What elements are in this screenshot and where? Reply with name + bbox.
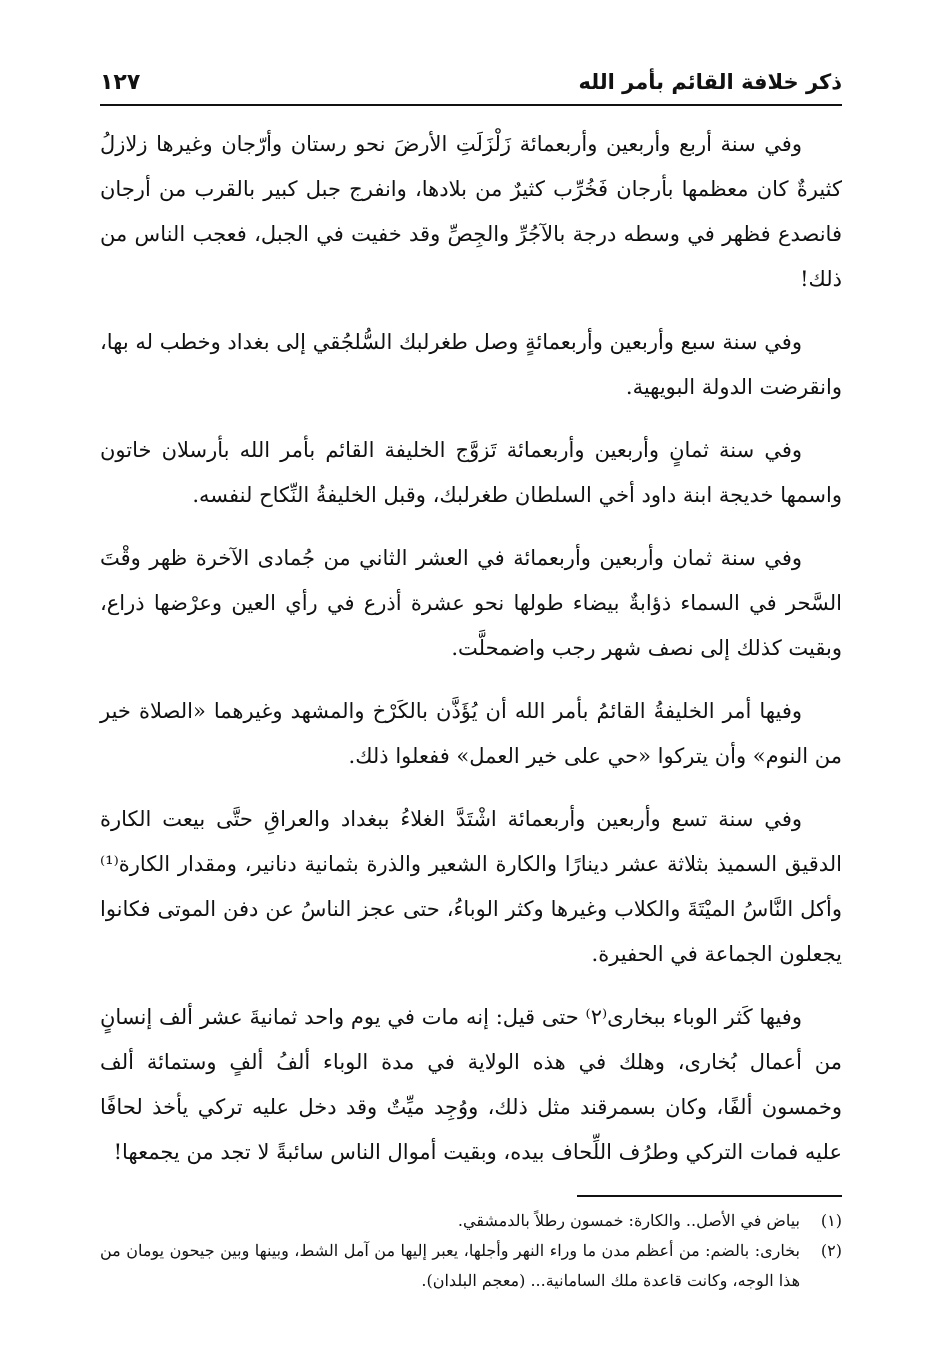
page-number: ١٢٧ — [100, 69, 141, 95]
footnote-item — [100, 1206, 842, 1236]
paragraph: وفيها أمر الخليفةُ القائمُ بأمر الله أن يُؤَذَّن بالكَرْخ والمشهد وغيرهما «الصلاة خير من النوم» وأن يتركوا «حي على خير العمل» ففعلوا ذلك. — [100, 699, 842, 768]
paragraph: وفي سنة ثمان وأربعين وأربعمائة في العشر الثاني من جُمادى الآخرة ظهر وقْتَ السَّحر في السماء ذؤابةٌ بيضاء طولها نحو عشرة أذرع في رأي العين وعرْضها ذراع، وبقيت كذلك إلى نصف شهر رجب واضمحلَّت. — [100, 546, 842, 660]
footnote-text: بياض في الأصل.. والكارة: خمسون رطلاً بالدمشقي. — [457, 1211, 800, 1230]
footnote-marker: (٢) — [820, 1241, 842, 1260]
running-title: ذكر خلافة القائم بأمر الله — [578, 70, 842, 94]
main-text — [100, 122, 842, 1175]
paragraph: وفي سنة سبع وأربعين وأربعمائةٍ وصل طغرلبك السُّلجُقي إلى بغداد وخطب له بها، وانقرضت الدولة البويهية. — [100, 330, 842, 399]
page-header — [100, 62, 842, 102]
footnotes — [100, 1206, 842, 1296]
paragraph: وفيها كَثر الوباء ببخارى⁽٢⁾ حتى قيل: إنه مات في يوم واحد ثمانيةَ عشر ألف إنسانٍ من أعمال بُخارى، وهلك في هذه الولاية في مدة الوباء ألفُ ألفٍ وستمائة ألف وخمسون ألفًا، وكان بسمرقند مثل ذلك، ووُجِد ميِّتٌ وقد دخل عليه تركي يأخذ لحافًا عليه فمات التركي وطرُف اللِّحاف بيده، وبقيت أموال الناس سائبةً لا تجد من يجمعها! — [100, 1005, 842, 1164]
footnote-rule — [577, 1195, 842, 1197]
footnote-text: بخارى: بالضم: من أعظم مدن ما وراء النهر وأجلها، يعبر إليها من آمل الشط، وبينها وبين جيحون يومان من هذا الوجه، وكانت قاعدة ملك السامانية... (معجم البلدان). — [100, 1241, 800, 1290]
footnote-marker: (١) — [820, 1211, 842, 1230]
paragraph: وفي سنة ثمانٍ وأربعين وأربعمائة تَزوَّج الخليفة القائم بأمر الله بأرسلان خاتون واسمها خديجة ابنة داود أخي السلطان طغرلبك، وقبل الخليفةُ النِّكاح لنفسه. — [100, 438, 842, 507]
header-rule — [100, 104, 842, 106]
footnote-item — [100, 1236, 842, 1296]
paragraph: وفي سنة أربع وأربعين وأربعمائة زَلْزَلَتِ الأرضَ نحو رستان وأرّجان وغيرها زلازلُ كثيرةٌ كان معظمها بأرجان فَخُرِّب كثيرٌ من بلادها، وانفرج جبل كبير بالقرب من أرجان فانصدع فظهر في وسطه درجة بالآجُرِّ والجِصِّ وقد خفيت في الجبل، فعجب الناس من ذلك! — [100, 132, 842, 291]
paragraph: وفي سنة تسع وأربعين وأربعمائة اشْتَدَّ الغلاءُ ببغداد والعراقِ حتَّى بيعت الكارة الدقيق السميذ بثلاثة عشر دينارًا والكارة الشعير والذرة بثمانية دنانير، ومقدار الكارة⁽¹⁾ وأكل النَّاسُ الميْتَةَ والكلاب وغيرها وكثر الوباءُ، حتى عجز الناسُ عن دفن الموتى فكانوا يجعلون الجماعة في الحفيرة. — [100, 807, 842, 966]
